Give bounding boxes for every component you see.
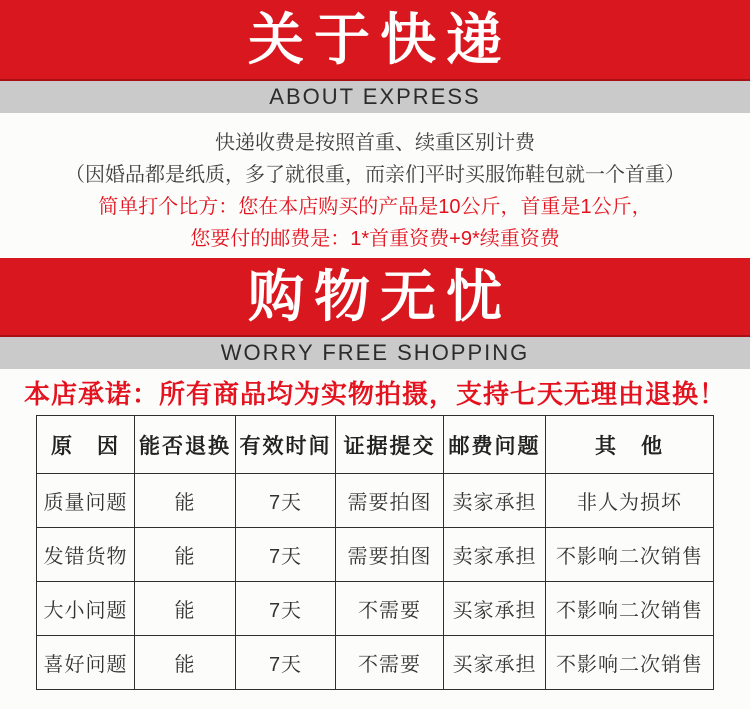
store-promise-text: 本店承诺：所有商品均为实物拍摄，支持七天无理由退换！ [23,378,726,409]
table-row [37,474,714,528]
cell-postage: 买家承担 [444,636,546,690]
header-evidence: 证据提交 [336,416,444,474]
cell-valid-time: 7天 [236,582,336,636]
cell-valid-time: 7天 [236,528,336,582]
cell-returnable: 能 [135,582,236,636]
cell-evidence: 不需要 [336,582,444,636]
worry-free-subtitle-band: WORRY FREE SHOPPING [0,337,750,369]
cell-other: 非人为损坏 [546,474,714,528]
cell-evidence: 需要拍图 [336,528,444,582]
header-valid-time: 有效时间 [236,416,336,474]
express-line-3: 简单打个比方：您在本店购买的产品是10公斤，首重是1公斤， [98,196,652,218]
cell-postage: 卖家承担 [444,528,546,582]
cell-reason: 质量问题 [37,474,135,528]
express-line-4: 您要付的邮费是：1*首重资费+9*续重资费 [190,228,560,250]
cell-other: 不影响二次销售 [546,528,714,582]
express-banner [0,0,750,81]
cell-reason: 喜好问题 [37,636,135,690]
table-row [37,528,714,582]
cell-evidence: 不需要 [336,636,444,690]
express-line-2: （因婚品都是纸质，多了就很重，而亲们平时买服饰鞋包就一个首重） [65,164,685,186]
cell-evidence: 需要拍图 [336,474,444,528]
cell-postage: 卖家承担 [444,474,546,528]
express-title-cn: 关于快递 [248,6,512,73]
header-other: 其 他 [546,416,714,474]
return-policy-table [36,415,714,690]
cell-returnable: 能 [135,474,236,528]
cell-valid-time: 7天 [236,474,336,528]
worry-free-banner [0,258,750,337]
table-header-row [37,416,714,474]
header-returnable: 能否退换 [135,416,236,474]
table-row [37,582,714,636]
worry-free-title-cn: 购物无忧 [248,263,512,330]
cell-returnable: 能 [135,528,236,582]
cell-other: 不影响二次销售 [546,582,714,636]
express-explanation [0,113,750,258]
cell-other: 不影响二次销售 [546,636,714,690]
express-line-1: 快递收费是按照首重、续重区别计费 [215,132,535,154]
header-postage: 邮费问题 [444,416,546,474]
cell-reason: 大小问题 [37,582,135,636]
cell-returnable: 能 [135,636,236,690]
cell-valid-time: 7天 [236,636,336,690]
header-reason: 原 因 [37,416,135,474]
table-row [37,636,714,690]
express-subtitle-band: ABOUT EXPRESS [0,81,750,113]
cell-reason: 发错货物 [37,528,135,582]
cell-postage: 买家承担 [444,582,546,636]
